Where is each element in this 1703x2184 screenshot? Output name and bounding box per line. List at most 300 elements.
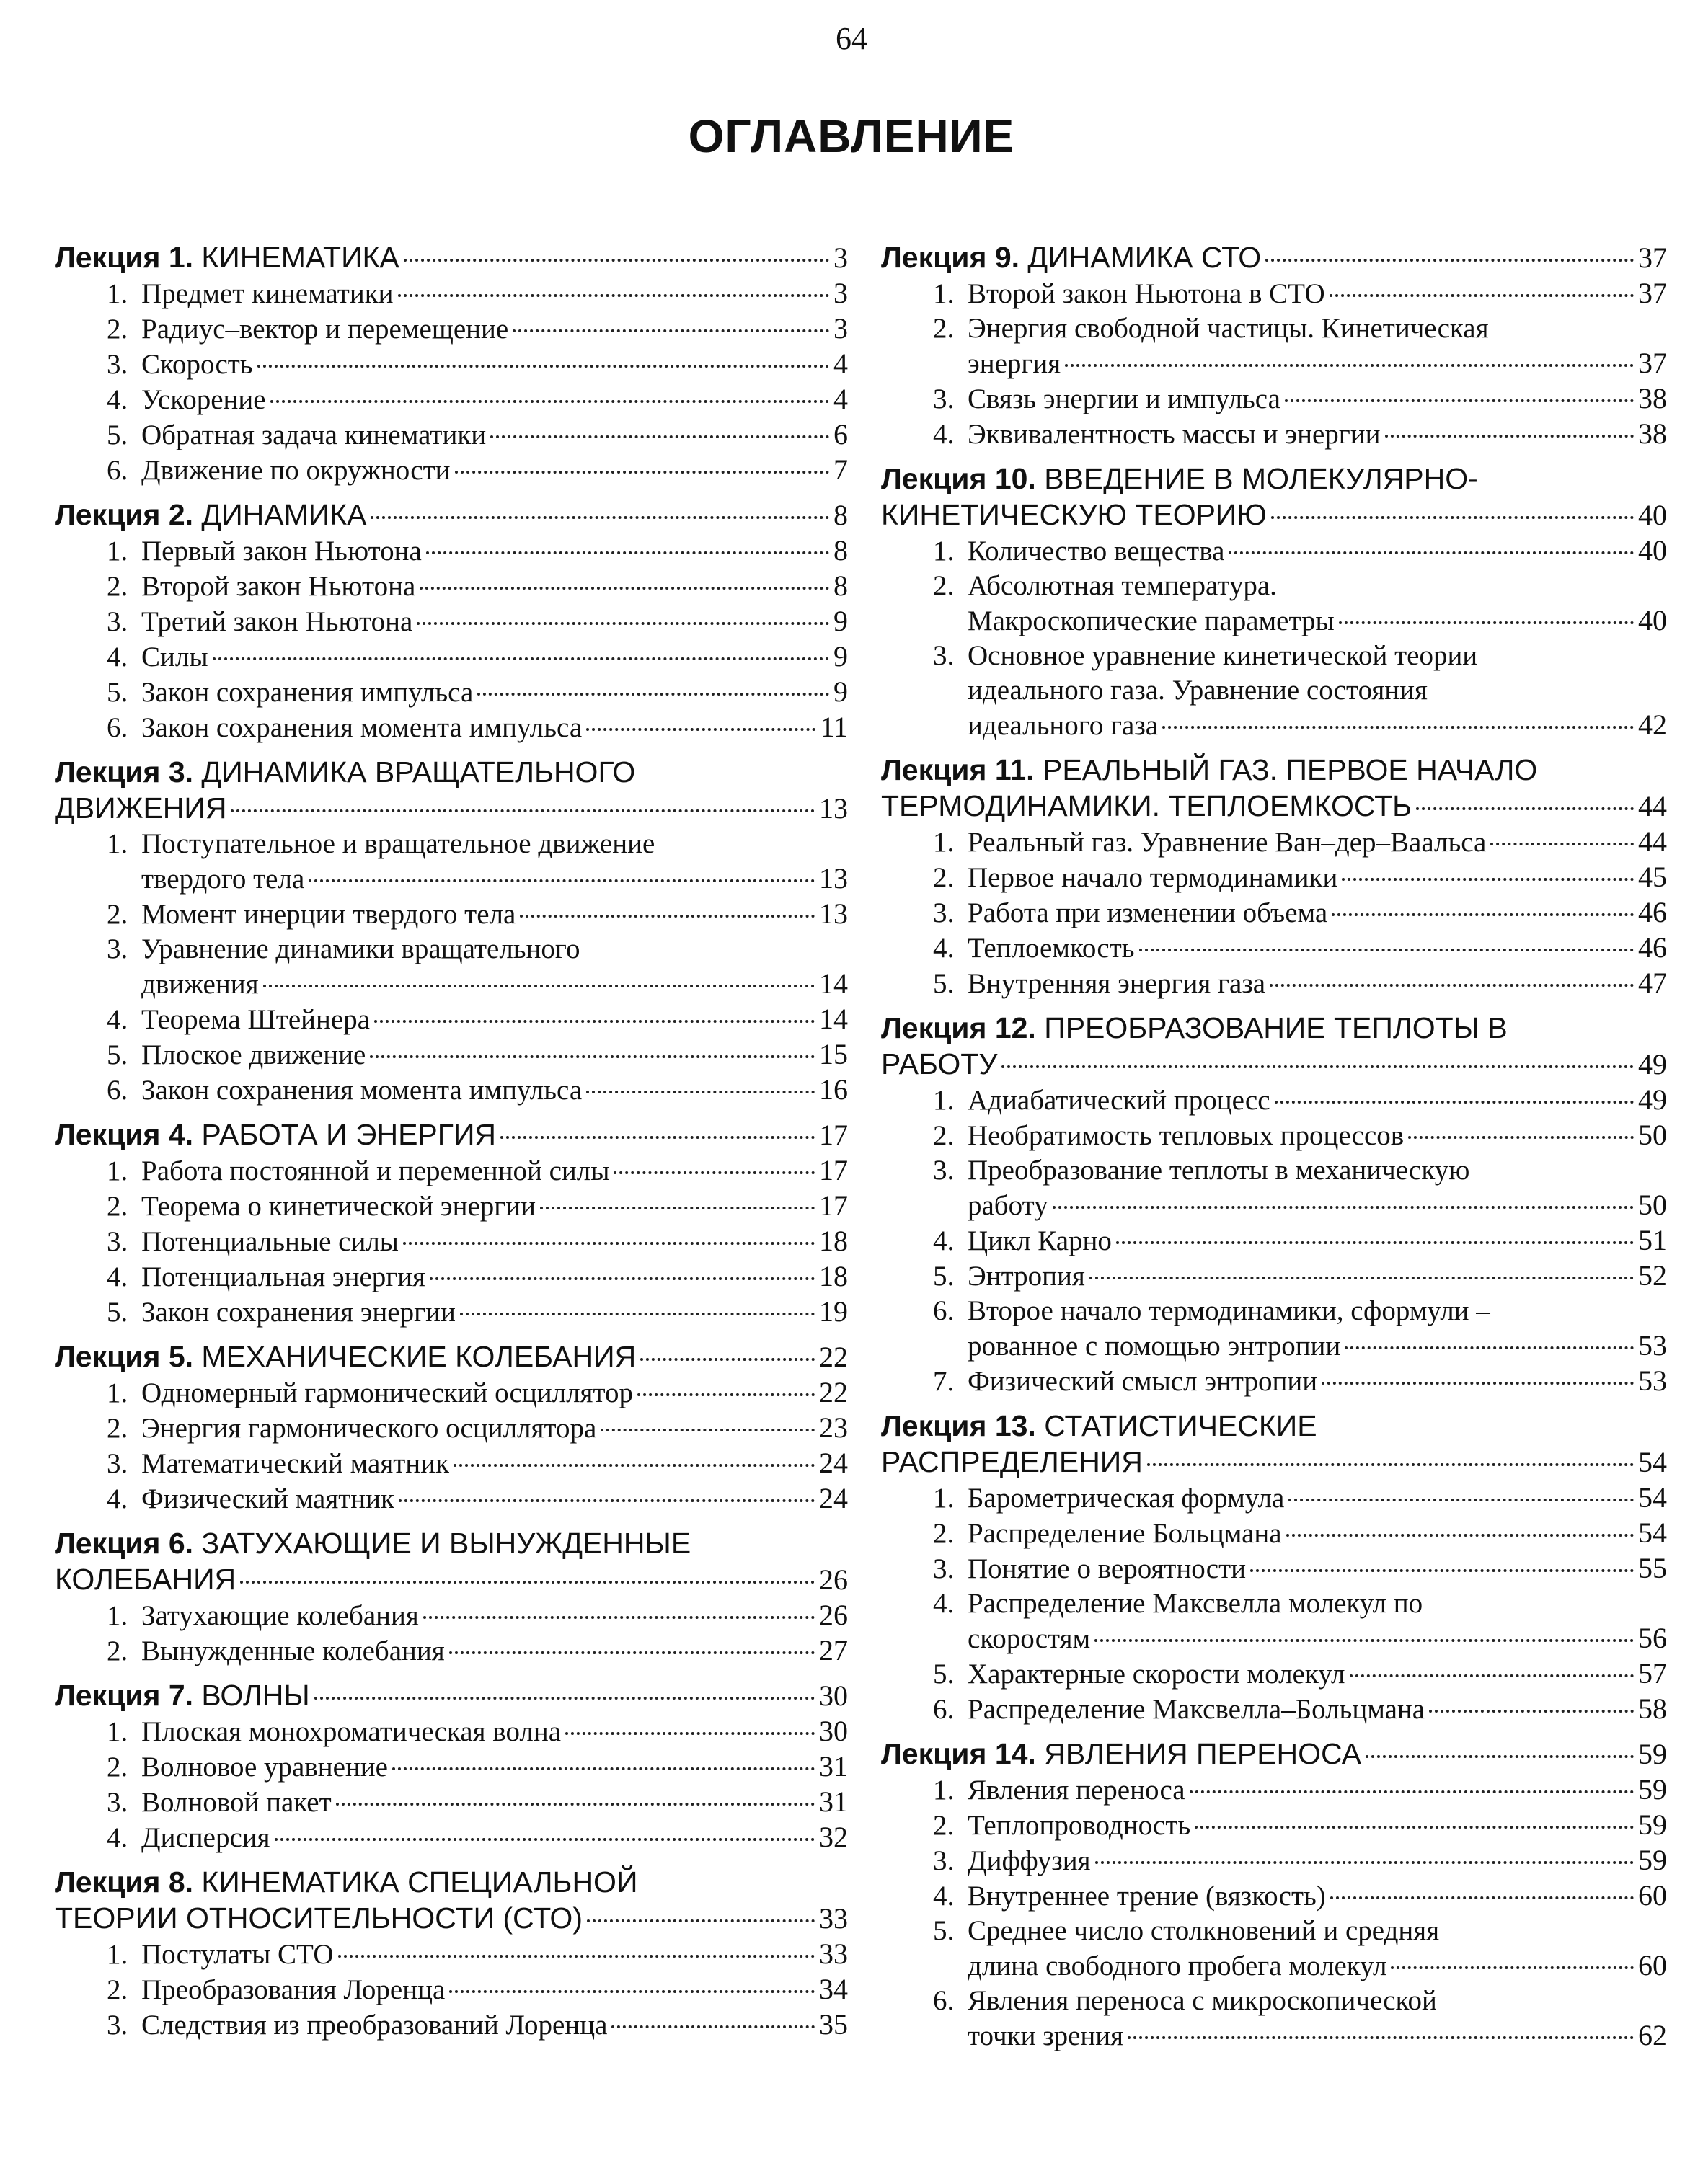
toc-entry-title: Теплопроводность: [968, 1810, 1191, 1841]
dot-leader: [423, 1616, 815, 1619]
toc-entry-page-number: 60: [1638, 1879, 1667, 1912]
toc-entry: [55, 1295, 848, 1330]
toc-entry-number: 4.: [933, 1588, 955, 1619]
toc-entry-text: [107, 1937, 334, 1972]
toc-entry-title: Распределение Максвелла–Больцмана: [968, 1694, 1425, 1725]
toc-entry-page-number: 14: [819, 1003, 848, 1035]
dot-leader: [1322, 1382, 1634, 1385]
dot-leader: [213, 657, 829, 660]
lecture-title: ПРЕОБРАЗОВАНИЕ ТЕПЛОТЫ В: [1044, 1011, 1508, 1044]
toc-entry-page-number: 37: [1638, 277, 1667, 309]
toc-entry-title: Энергия гармонического осциллятора: [141, 1413, 597, 1444]
toc-entry-number: 1.: [107, 1600, 128, 1631]
lecture-page-number: 17: [819, 1119, 848, 1151]
toc-entry-page-number: 52: [1638, 1259, 1667, 1292]
toc-entry-title: Среднее число столкновений и средняя: [968, 1915, 1440, 1946]
toc-entry-title: Внутреннее трение (вязкость): [968, 1881, 1326, 1912]
lecture-title: ЯВЛЕНИЯ ПЕРЕНОСА: [1044, 1737, 1362, 1770]
toc-entry-number: 4.: [107, 1822, 128, 1853]
toc-entry-text: [933, 709, 1158, 743]
lecture-label: Лекция 10.: [881, 462, 1036, 495]
lecture-heading: [881, 1408, 1667, 1444]
toc-entry-number: 3.: [107, 933, 128, 964]
toc-entry-text: [107, 534, 422, 569]
dot-leader: [1275, 1101, 1634, 1104]
dot-leader: [1265, 259, 1634, 262]
toc-entry-number: 1.: [933, 827, 955, 858]
toc-entry-text: [107, 1038, 366, 1073]
lecture-title: ДИНАМИКА СТО: [1027, 241, 1262, 274]
toc-entry-text: [933, 673, 1428, 708]
toc-entry-title: Распределение Максвелла молекул по: [968, 1588, 1423, 1619]
dot-leader: [1342, 878, 1634, 881]
lecture-heading: [55, 790, 848, 827]
toc-entry-text: [107, 1599, 419, 1633]
toc-entry-text: [107, 862, 304, 897]
dot-leader: [1195, 1826, 1634, 1829]
toc-entry: [881, 825, 1667, 860]
toc-entry: [881, 1948, 1667, 1984]
lecture-heading: [55, 754, 848, 790]
lecture-page-number: 44: [1638, 790, 1667, 822]
toc-entry-number: 6.: [107, 455, 128, 486]
lecture-heading-text: [55, 1525, 691, 1561]
toc-entry-text: [933, 347, 1061, 381]
toc-entry-number: 2.: [107, 899, 128, 930]
dot-leader: [587, 1919, 815, 1922]
dot-leader: [426, 551, 829, 554]
dot-leader: [1147, 1463, 1634, 1466]
toc-entry-title: идеального газа: [968, 710, 1159, 741]
lecture-page-number: 8: [833, 499, 848, 531]
dot-leader: [640, 1358, 815, 1361]
toc-entry-title: Закон сохранения импульса: [141, 677, 474, 708]
toc-entry-text: [933, 1224, 1112, 1259]
toc-entry-text: [933, 1119, 1404, 1153]
toc-entry: [55, 639, 848, 675]
lecture-section: [55, 1677, 848, 1855]
toc-entry-page-number: 19: [819, 1295, 848, 1328]
toc-entry-title: Закон сохранения момента импульса: [141, 1075, 583, 1106]
toc-entry: [881, 1656, 1667, 1692]
toc-entry-page-number: 6: [833, 418, 848, 450]
lecture-heading-text: [881, 1046, 997, 1082]
toc-entry-title: Третий закон Ньютона: [141, 606, 413, 637]
toc-column-left: [55, 239, 848, 2051]
toc-entry: [55, 1037, 848, 1073]
dot-leader: [513, 329, 829, 332]
toc-entry-title: Потенциальная энергия: [141, 1261, 426, 1292]
lecture-heading: [881, 461, 1667, 497]
dot-leader: [1094, 1639, 1634, 1642]
lecture-heading: [55, 1339, 848, 1375]
toc-entry-number: 1.: [933, 1085, 955, 1116]
lecture-heading-text: [881, 1010, 1508, 1046]
toc-entry-text: [107, 1376, 633, 1411]
dot-leader: [1001, 1065, 1634, 1068]
lecture-page-number: 33: [819, 1902, 848, 1935]
toc-entry-number: 4.: [933, 1225, 955, 1256]
toc-entry-text: [107, 1073, 582, 1108]
toc-entry: [55, 1714, 848, 1749]
toc-entry-title: Абсолютная температура.: [968, 570, 1277, 601]
toc-entry-page-number: 59: [1638, 1773, 1667, 1806]
dot-leader: [1190, 1790, 1634, 1793]
dot-leader: [1385, 435, 1634, 438]
toc-entry: [881, 1808, 1667, 1843]
toc-entry-text: [107, 277, 394, 311]
toc-entry-text: [933, 1984, 1437, 2018]
dot-leader: [270, 400, 829, 403]
toc-entry-number: 2.: [107, 571, 128, 602]
lecture-heading-text: [55, 1117, 496, 1153]
toc-entry-page-number: 31: [819, 1750, 848, 1783]
dot-leader: [420, 587, 829, 590]
dot-leader: [1345, 1346, 1634, 1349]
toc-entry: [55, 1153, 848, 1189]
dot-leader: [455, 471, 830, 474]
toc-entry-text: [107, 1634, 445, 1669]
dot-leader: [1490, 843, 1634, 845]
dot-leader: [1089, 1277, 1634, 1279]
dot-leader: [1285, 399, 1634, 402]
lecture-heading-text: [55, 1864, 637, 1900]
toc-entry-title: Эквивалентность массы и энергии: [968, 419, 1381, 450]
lecture-title: ДИНАМИКА ВРАЩАТЕЛЬНОГО: [201, 755, 636, 789]
lecture-title: РАБОТА И ЭНЕРГИЯ: [201, 1118, 497, 1151]
toc-entry: [881, 1328, 1667, 1364]
toc-entry-page-number: 53: [1638, 1329, 1667, 1362]
lecture-title: РАСПРЕДЕЛЕНИЯ: [881, 1445, 1143, 1478]
toc-entry-title: Поступательное и вращательное движение: [141, 828, 655, 859]
toc-entry: [55, 1002, 848, 1037]
toc-entry-number: 3.: [933, 1553, 955, 1584]
toc-entry: [55, 897, 848, 932]
toc-entry-text: [933, 277, 1325, 311]
toc-entry-title: работу: [968, 1190, 1048, 1221]
lecture-heading-text: [881, 461, 1478, 497]
dot-leader: [1271, 516, 1634, 519]
toc-entry-page-number: 30: [819, 1715, 848, 1747]
toc-entry: [881, 311, 1667, 346]
toc-entry: [881, 1083, 1667, 1118]
dot-leader: [1332, 913, 1634, 916]
toc-entry-page-number: 7: [833, 453, 848, 486]
toc-entry-title: Обратная задача кинематики: [141, 420, 487, 450]
toc-entry: [55, 1785, 848, 1820]
lecture-heading-text: [55, 497, 366, 533]
toc-entry-number: 4.: [933, 419, 955, 450]
dot-leader: [1128, 2036, 1634, 2039]
dot-leader: [1095, 1861, 1634, 1864]
lecture-title: КИНЕТИЧЕСКУЮ ТЕОРИЮ: [881, 498, 1267, 531]
toc-entry: [881, 1294, 1667, 1328]
lecture-label: Лекция 9.: [881, 241, 1020, 274]
toc-entry: [55, 604, 848, 639]
lecture-heading-text: [881, 1408, 1317, 1444]
lecture-title: ТЕРМОДИНАМИКИ. ТЕПЛОЕМКОСТЬ: [881, 789, 1412, 822]
toc-entry: [881, 1692, 1667, 1727]
toc-entry-number: 1.: [107, 1939, 128, 1970]
toc-entry-number: 2.: [933, 313, 955, 344]
toc-entry-title: Реальный газ. Уравнение Ван–дер–Ваальса: [968, 827, 1487, 858]
toc-entry-number: 5.: [933, 1261, 955, 1292]
lecture-title: РАБОТУ: [881, 1047, 998, 1080]
toc-entry-number: 1.: [107, 1155, 128, 1186]
toc-entry-text: [107, 897, 516, 932]
dot-leader: [490, 435, 829, 438]
lecture-heading: [881, 788, 1667, 825]
toc-entry-number: 7.: [933, 1366, 955, 1397]
toc-entry: [55, 533, 848, 569]
dot-leader: [430, 1277, 815, 1280]
toc-entry: [881, 1772, 1667, 1808]
toc-entry: [55, 1375, 848, 1411]
toc-entry-text: [933, 417, 1381, 452]
lecture-title: КИНЕМАТИКА: [201, 241, 399, 274]
lecture-heading: [55, 1117, 848, 1153]
toc-entry-number: 3.: [107, 1226, 128, 1257]
lecture-section: [881, 239, 1667, 452]
toc-entry-page-number: 16: [819, 1073, 848, 1106]
dot-leader: [371, 516, 829, 519]
toc-entry-number: 2.: [107, 1191, 128, 1222]
toc-entry-title: Основное уравнение кинетической теории: [968, 640, 1478, 671]
toc-entry-page-number: 15: [819, 1038, 848, 1070]
toc-entry-number: 1.: [107, 1716, 128, 1747]
toc-entry: [881, 1586, 1667, 1621]
toc-entry-title: Предмет кинематики: [141, 278, 394, 309]
toc-entry-page-number: 55: [1638, 1552, 1667, 1584]
dot-leader: [1391, 1966, 1634, 1969]
toc-entry-title: Внутренняя энергия газа: [968, 968, 1266, 999]
lecture-label: Лекция 5.: [55, 1340, 194, 1373]
lecture-section: [881, 1408, 1667, 1727]
toc-entry-number: 2.: [107, 1974, 128, 2005]
toc-entry-page-number: 47: [1638, 967, 1667, 999]
dot-leader: [399, 1499, 815, 1502]
lecture-label: Лекция 13.: [881, 1409, 1036, 1442]
toc-entry: [55, 1937, 848, 1972]
toc-entry-number: 5.: [933, 1915, 955, 1946]
toc-entry-title: Скорость: [141, 349, 253, 380]
toc-entry: [881, 276, 1667, 311]
toc-entry: [881, 1153, 1667, 1188]
lecture-section: [55, 1864, 848, 2043]
toc-entry-title: Второе начало термодинамики, сформули –: [968, 1295, 1490, 1326]
toc-entry-title: скоростям: [968, 1623, 1091, 1654]
toc-entry-title: Теорема Штейнера: [141, 1004, 370, 1035]
toc-entry: [55, 967, 848, 1002]
lecture-label: Лекция 12.: [881, 1011, 1036, 1044]
toc-entry-title: точки зрения: [968, 2020, 1124, 2051]
toc-entry-title: Математический маятник: [141, 1448, 450, 1479]
toc-entry-page-number: 8: [833, 534, 848, 567]
toc-entry-number: 1.: [933, 278, 955, 309]
toc-entry-number: 2.: [933, 570, 955, 601]
toc-entry-page-number: 31: [819, 1785, 848, 1818]
toc-entry-title: Барометрическая формула: [968, 1483, 1285, 1514]
toc-entry-page-number: 57: [1638, 1657, 1667, 1690]
toc-entry: [881, 2018, 1667, 2054]
toc-entry-title: Второй закон Ньютона: [141, 571, 416, 602]
toc-entry: [55, 1972, 848, 2007]
toc-entry-title: рованное с помощью энтропии: [968, 1331, 1341, 1362]
lecture-section: [55, 1525, 848, 1669]
toc-entry-number: 4.: [933, 933, 955, 964]
toc-entry-page-number: 22: [819, 1376, 848, 1408]
toc-entry-number: 2.: [933, 1518, 955, 1549]
toc-entry-title: Цикл Карно: [968, 1225, 1112, 1256]
toc-entry-title: Дисперсия: [141, 1822, 270, 1853]
lecture-page-number: 30: [819, 1679, 848, 1712]
lecture-section: [55, 497, 848, 745]
toc-entry-text: [933, 861, 1337, 895]
toc-entry-text: [933, 382, 1280, 417]
toc-entry-page-number: 13: [819, 862, 848, 895]
toc-entry-text: [933, 1657, 1345, 1692]
toc-entry-title: энергия: [968, 348, 1061, 379]
toc-entry-text: [107, 1447, 449, 1481]
toc-entry-title: Силы: [141, 642, 208, 672]
lecture-section: [881, 1010, 1667, 1399]
toc-entry: [55, 311, 848, 347]
dot-leader: [586, 1091, 815, 1093]
toc-entry-title: Следствия из преобразований Лоренца: [141, 2010, 608, 2041]
toc-entry-text: [933, 1364, 1317, 1399]
lecture-page-number: 49: [1638, 1048, 1667, 1080]
toc-entry-text: [933, 1586, 1423, 1621]
toc-entry: [881, 1188, 1667, 1223]
toc-entry: [55, 1411, 848, 1446]
toc-entry-title: Распределение Больцмана: [968, 1518, 1282, 1549]
lecture-heading-text: [55, 1677, 310, 1713]
toc-entry-page-number: 56: [1638, 1622, 1667, 1654]
lecture-heading: [55, 1864, 848, 1900]
toc-entry-title: Постулаты СТО: [141, 1939, 334, 1970]
toc-entry-text: [933, 1189, 1048, 1223]
lecture-label: Лекция 7.: [55, 1679, 194, 1712]
dot-leader: [1139, 949, 1634, 951]
toc-entry-number: 5.: [107, 1297, 128, 1328]
toc-entry-number: 6.: [933, 1295, 955, 1326]
toc-entry: [881, 603, 1667, 639]
toc-entry-title: Движение по окружности: [141, 455, 451, 486]
toc-entry-title: Закон сохранения момента импульса: [141, 712, 583, 743]
toc-entry-number: 4.: [107, 1483, 128, 1514]
toc-entry-title: Физический маятник: [141, 1483, 394, 1514]
toc-entry-title: Теплоемкость: [968, 933, 1135, 964]
toc-entry-number: 6.: [107, 1075, 128, 1106]
toc-entry: [55, 1820, 848, 1855]
lecture-title: ТЕОРИИ ОТНОСИТЕЛЬНОСТИ (СТО): [55, 1901, 583, 1935]
toc-entry-number: 2.: [107, 1635, 128, 1666]
lecture-heading: [55, 1525, 848, 1561]
lecture-heading: [881, 1736, 1667, 1772]
toc-entry-page-number: 62: [1638, 2019, 1667, 2051]
toc-entry: [881, 1516, 1667, 1551]
toc-entry: [55, 1598, 848, 1633]
toc-entry-number: 1.: [933, 1775, 955, 1806]
toc-entry-text: [933, 931, 1135, 966]
toc-entry-page-number: 58: [1638, 1692, 1667, 1725]
dot-leader: [611, 2025, 815, 2028]
toc-entry-page-number: 54: [1638, 1481, 1667, 1514]
toc-entry: [55, 861, 848, 897]
toc-entry: [881, 673, 1667, 708]
toc-entry-text: [107, 2008, 607, 2043]
lecture-title: ВВЕДЕНИЕ В МОЛЕКУЛЯРНО-: [1044, 462, 1478, 495]
toc-entry-title: Плоская монохроматическая волна: [141, 1716, 562, 1747]
toc-entry-number: 3.: [933, 897, 955, 928]
toc-entry-page-number: 46: [1638, 896, 1667, 928]
toc-entry-number: 6.: [107, 712, 128, 743]
dot-leader: [460, 1313, 815, 1315]
lecture-page-number: 40: [1638, 499, 1667, 531]
toc-entry-text: [107, 1154, 609, 1189]
toc-entry-title: Явления переноса: [968, 1775, 1185, 1806]
toc-entry-title: Связь энергии и импульса: [968, 383, 1280, 414]
toc-entry: [881, 639, 1667, 673]
toc-entry-page-number: 18: [819, 1225, 848, 1257]
toc-entry: [55, 347, 848, 382]
dot-leader: [275, 1838, 815, 1841]
toc-entry-page-number: 60: [1638, 1949, 1667, 1981]
toc-entry-title: Ускорение: [141, 384, 266, 415]
lecture-label: Лекция 3.: [55, 755, 194, 789]
toc-entry-page-number: 50: [1638, 1119, 1667, 1151]
lecture-page-number: 54: [1638, 1446, 1667, 1478]
toc-entry-page-number: 51: [1638, 1224, 1667, 1256]
dot-leader: [257, 365, 829, 368]
toc-entry-text: [933, 1294, 1490, 1328]
lecture-title: РЕАЛЬНЫЙ ГАЗ. ПЕРВОЕ НАЧАЛО: [1042, 753, 1538, 786]
lecture-heading: [881, 497, 1667, 533]
toc-entry-page-number: 3: [833, 312, 848, 345]
toc-entry: [881, 1878, 1667, 1914]
dot-leader: [314, 1697, 815, 1700]
toc-entry-title: Необратимость тепловых процессов: [968, 1120, 1405, 1151]
toc-entry-text: [933, 604, 1335, 639]
toc-entry-text: [107, 1225, 399, 1259]
toc-entry-number: 5.: [107, 420, 128, 450]
lecture-title: ДИНАМИКА: [201, 498, 367, 531]
dot-leader: [336, 1803, 815, 1806]
toc-entry: [55, 2007, 848, 2043]
toc-entry-text: [933, 311, 1489, 346]
toc-entry-text: [107, 1785, 332, 1820]
toc-entry-page-number: 26: [819, 1599, 848, 1631]
toc-entry-text: [933, 1481, 1284, 1516]
toc-entry-text: [933, 534, 1224, 569]
toc-entry: [881, 895, 1667, 931]
toc-entry-page-number: 50: [1638, 1189, 1667, 1221]
lecture-title: ДВИЖЕНИЯ: [55, 791, 227, 825]
toc-entry-page-number: 49: [1638, 1083, 1667, 1116]
toc-entry-title: Уравнение динамики вращательного: [141, 933, 580, 964]
toc-entry-text: [933, 825, 1486, 860]
toc-entry-page-number: 40: [1638, 604, 1667, 636]
toc-entry-title: Волновое уравнение: [141, 1752, 388, 1783]
dot-leader: [449, 1990, 815, 1993]
toc-entry: [55, 382, 848, 417]
toc-entry-title: Затухающие колебания: [141, 1600, 419, 1631]
toc-entry-number: 1.: [933, 1483, 955, 1514]
lecture-title: ЗАТУХАЮЩИЕ И ВЫНУЖДЕННЫЕ: [201, 1527, 691, 1560]
toc-entry-page-number: 11: [820, 711, 848, 743]
toc-entry-text: [107, 1260, 425, 1295]
page-title: ОГЛАВЛЕНИЕ: [688, 110, 1015, 162]
